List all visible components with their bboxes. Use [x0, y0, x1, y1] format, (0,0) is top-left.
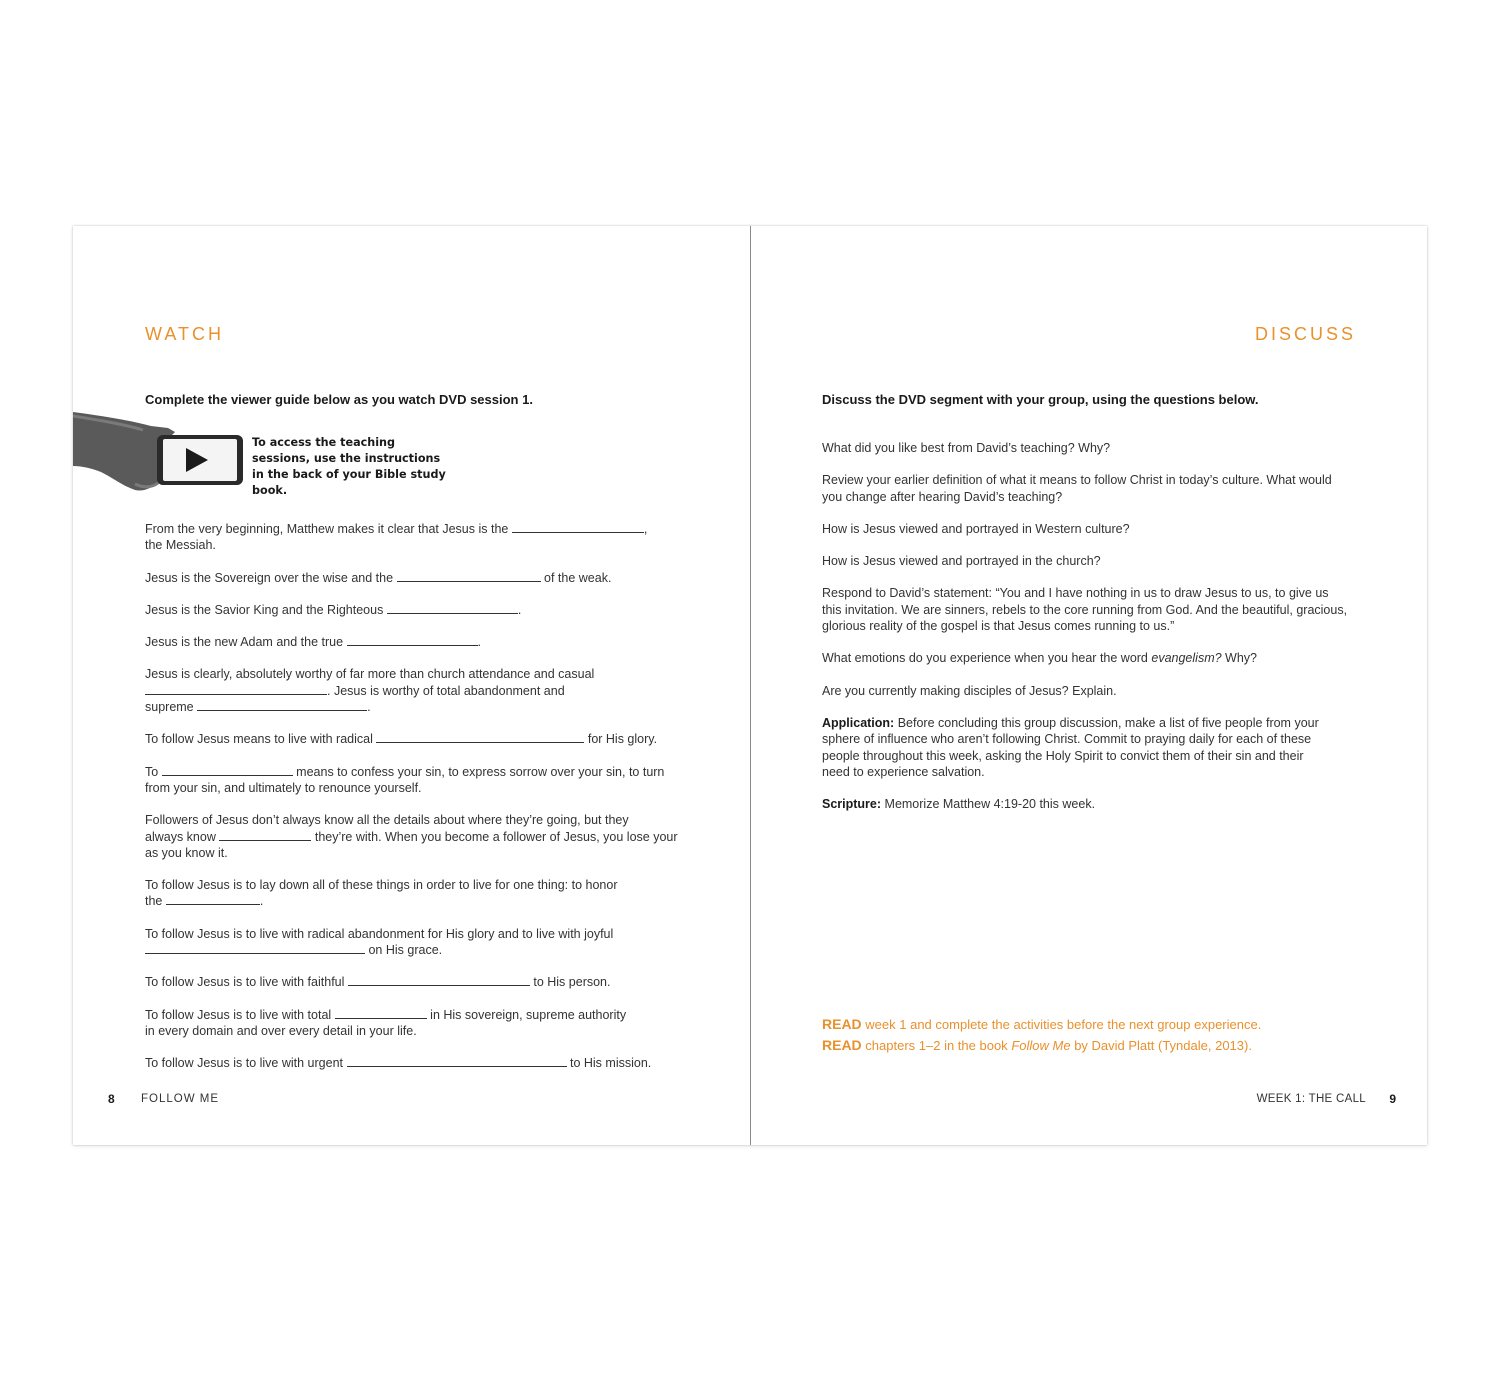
fill-blank[interactable]	[387, 602, 518, 614]
fill-blank[interactable]	[145, 683, 327, 695]
guide-item-13: To follow Jesus is to live with urgent to His mission.	[145, 1056, 652, 1071]
fill-blank[interactable]	[348, 974, 530, 986]
fill-blank[interactable]	[397, 570, 541, 582]
question: What did you like best from David’s teaching? Why?	[822, 441, 1111, 455]
question: How is Jesus viewed and portrayed in Western culture?	[822, 521, 1130, 536]
fill-blank[interactable]	[347, 634, 478, 646]
fill-blank[interactable]	[347, 1055, 567, 1067]
fill-blank[interactable]	[335, 1007, 427, 1019]
guide-item-8: Followers of Jesus don’t always know all the details about where they’re going, but they always know they’re with. When you become a follower of Jesus, you lose your as you know it.	[145, 813, 678, 860]
page-gutter	[750, 226, 751, 1145]
read-assignments	[822, 1014, 1382, 1056]
question: Review your earlier definition of what it means to follow Christ in today’s culture. What would you change after hearing David’s teaching?	[822, 473, 1332, 504]
discuss-heading: DISCUSS	[1254, 324, 1356, 344]
book-spread	[73, 226, 1427, 1145]
question: Respond to David’s statement: “You and I have nothing in us to draw Jesus to us, to give us this invitation. We are sinners, rebels to the core running from God. And the beautiful, gracious, glorious reality of the gospel is that Jesus comes running to us.”	[822, 586, 1348, 634]
guide-item-11: To follow Jesus is to live with faithful to His person.	[145, 975, 611, 990]
read-assignment-2: READ chapters 1–2 in the book Follow Me by David Platt (Tyndale, 2013).	[822, 1037, 1252, 1053]
question: Are you currently making disciples of Jesus? Explain.	[822, 683, 1117, 698]
guide-item-12: To follow Jesus is to live with total in His sovereign, supreme authority in every domain and over every detail in your life.	[145, 1007, 627, 1038]
viewer-guide-intro: Complete the viewer guide below as you watch DVD session 1.	[145, 392, 533, 407]
viewer-guide	[145, 521, 685, 1088]
fill-blank[interactable]	[166, 893, 260, 905]
application: Application: Before concluding this group discussion, make a list of five people from your sphere of influence who aren’t following Christ. Commit to praying daily for each of these people throughout this week, asking the Holy Spirit to convict them of their sin and their need to experience salvation.	[822, 715, 1319, 779]
page-number-right: 9	[1389, 1092, 1396, 1106]
read-assignment-1: READ week 1 and complete the activities before the next group experience.	[822, 1016, 1262, 1032]
guide-item-5: Jesus is clearly, absolutely worthy of far more than church attendance and casual . Jesus is worthy of total abandonment and supreme .	[145, 667, 595, 715]
guide-item-6: To follow Jesus means to live with radical for His glory.	[145, 732, 658, 747]
discussion-intro: Discuss the DVD segment with your group, using the questions below.	[822, 392, 1259, 407]
folio-left: FOLLOW ME	[141, 1093, 220, 1105]
watch-heading: WATCH	[145, 324, 224, 344]
dvd-access-note: To access the teaching sessions, use the instructions in the back of your Bible study book.	[252, 436, 446, 497]
guide-item-4: Jesus is the new Adam and the true .	[145, 635, 482, 650]
fill-blank[interactable]	[219, 829, 311, 841]
fill-blank[interactable]	[197, 699, 367, 711]
scripture: Scripture: Memorize Matthew 4:19-20 this week.	[822, 797, 1096, 812]
question: What emotions do you experience when you hear the word evangelism? Why?	[822, 651, 1257, 666]
guide-item-9: To follow Jesus is to lay down all of these things in order to live for one thing: to honor the .	[145, 878, 618, 909]
fill-blank[interactable]	[376, 731, 584, 743]
fill-blank[interactable]	[145, 942, 365, 954]
page-number-left: 8	[108, 1092, 115, 1106]
fill-blank[interactable]	[512, 521, 644, 533]
guide-item-10: To follow Jesus is to live with radical abandonment for His glory and to live with joyful on His grace.	[145, 926, 614, 958]
guide-item-3: Jesus is the Savior King and the Righteous .	[145, 602, 522, 617]
question: How is Jesus viewed and portrayed in the church?	[822, 554, 1101, 569]
guide-item-1: From the very beginning, Matthew makes it clear that Jesus is the , the Messiah.	[145, 522, 648, 553]
discussion-questions	[822, 440, 1357, 828]
guide-item-7: To means to confess your sin, to express sorrow over your sin, to turn from your sin, and ultimately to renounce yourself.	[145, 764, 665, 795]
folio-right: WEEK 1: THE CALL	[1256, 1093, 1366, 1105]
hand-phone-video-icon	[73, 406, 248, 501]
guide-item-2: Jesus is the Sovereign over the wise and the of the weak.	[145, 570, 612, 585]
fill-blank[interactable]	[162, 764, 293, 776]
